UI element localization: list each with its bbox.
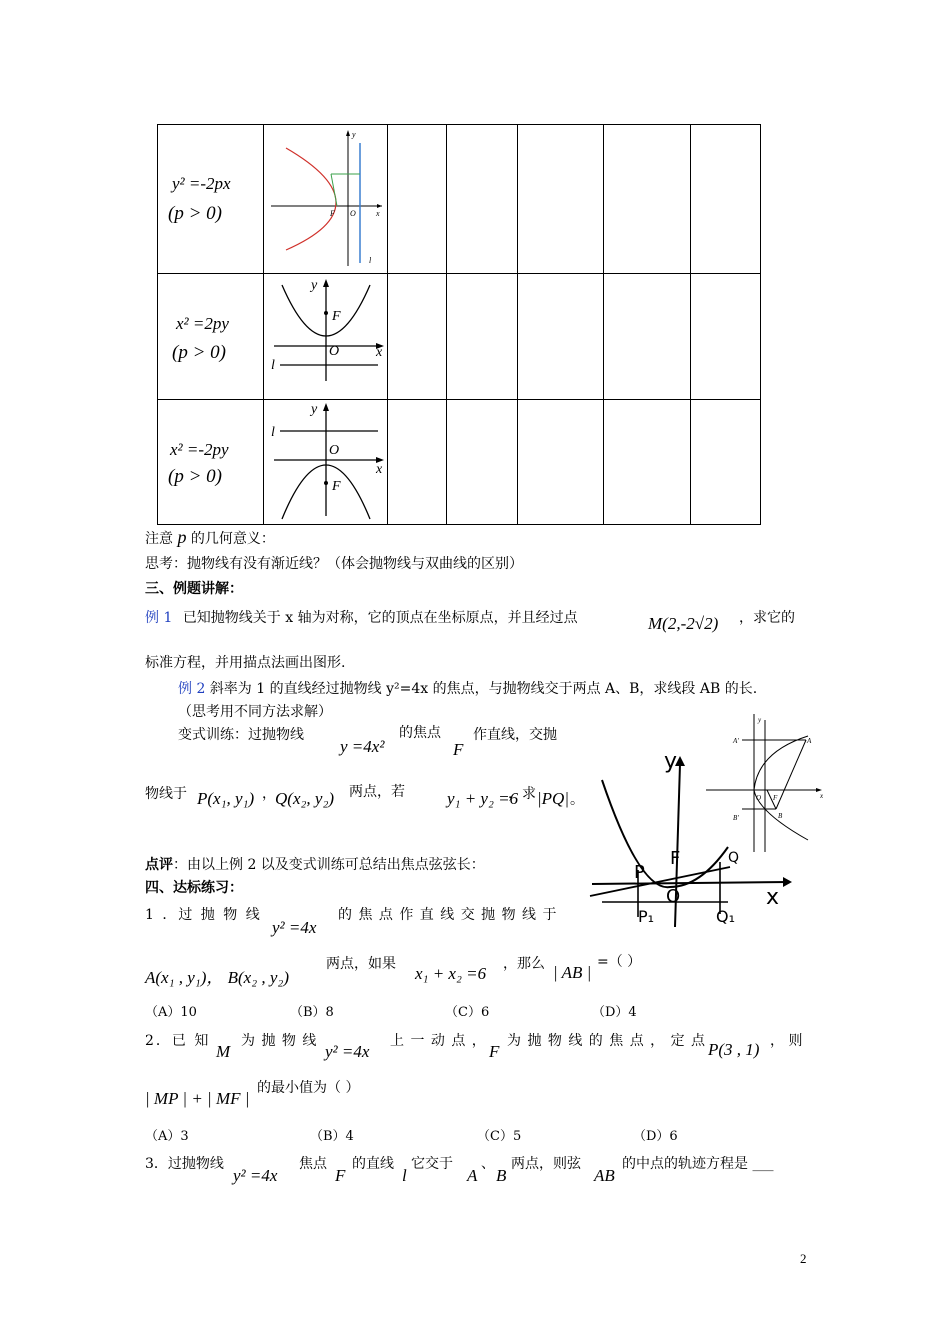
small-f-label: F	[773, 794, 778, 802]
small-a1-label: A'	[733, 737, 739, 745]
note-line	[145, 528, 275, 548]
q2-option-a: （A）3	[145, 1129, 189, 1144]
q3-f2: 的中点的轨迹方程是 ___	[622, 1156, 774, 1172]
q1-eq: y² =4x	[272, 918, 317, 937]
q3-a: 3．过抛物线	[145, 1156, 224, 1172]
fig1-f-label: F	[330, 209, 335, 218]
fig2-l-label: l	[271, 358, 275, 373]
q3-sep: 、	[481, 1156, 495, 1172]
q3-l: l	[402, 1166, 407, 1185]
parabola-down-figure	[266, 401, 386, 523]
q2-b: 为 抛 物 线	[241, 1033, 318, 1049]
q2-f: F	[489, 1042, 500, 1061]
example2-line	[178, 680, 757, 698]
variant-q: Q(x₂, y₂)	[275, 789, 335, 808]
table-col-line	[690, 124, 691, 525]
comment-label: 点评	[145, 857, 173, 873]
large-p-label: P	[634, 862, 645, 883]
think-line: 思考：抛物线有没有渐近线？（体会抛物线与双曲线的区别）	[145, 556, 523, 572]
fig2-f-label: F	[332, 309, 341, 324]
fig1-y-label: y	[352, 130, 356, 139]
large-y-label: y	[664, 749, 678, 774]
q3-b-point: B	[496, 1166, 507, 1185]
large-q-label: Q	[728, 850, 740, 866]
example1-line	[145, 609, 578, 627]
q2-eq: y² =4x	[325, 1042, 370, 1061]
q2-f2: 的最小值为（ ）	[257, 1080, 360, 1096]
example1-point: M(2,-2√2)	[648, 614, 719, 633]
q2-c: 上 一 动 点 ，	[390, 1033, 487, 1049]
q3-e: 两点，则弦	[511, 1156, 581, 1172]
variant-e: 两点，若	[349, 784, 405, 800]
q2-d: 为 抛 物 线 的 焦 点 ， 定 点	[507, 1033, 707, 1049]
page-number: 2	[800, 1251, 807, 1266]
condition-row2: (p > 0)	[172, 342, 226, 363]
parabola-up-figure	[266, 277, 386, 395]
large-f-label: F	[670, 848, 681, 869]
note-rest: 的几何意义：	[190, 531, 275, 547]
section4-title: 四、达标练习：	[145, 880, 243, 896]
fig2-o-label: O	[329, 344, 340, 359]
note-var: p	[177, 527, 187, 547]
table-col-line	[446, 124, 447, 525]
example2-text: 斜率为 1 的直线经过抛物线 y²=4x 的焦点，与抛物线交于两点 A、B，求线段 AB 的长.	[209, 681, 758, 697]
example1-tail: ，求它的	[739, 610, 795, 626]
table-col-line	[517, 124, 518, 525]
example2-label: 例 2	[178, 681, 206, 697]
condition-row3: (p > 0)	[168, 466, 222, 487]
q3-c: 的直线	[352, 1156, 394, 1172]
large-o-label: O	[666, 886, 681, 907]
variant-pq: |PQ|	[537, 789, 570, 808]
q3-d: 它交于	[411, 1156, 453, 1172]
q2-e: ， 则	[770, 1033, 803, 1049]
variant-eq: y =4x²	[340, 737, 385, 756]
q2-option-d: （D）6	[633, 1129, 678, 1144]
variant-comma: ，	[262, 786, 276, 802]
q1-d: ，那么	[503, 956, 545, 972]
equation-row2: x² =2py	[176, 314, 229, 333]
q1-e: =（ ）	[597, 954, 642, 970]
q2-a: 2．已 知	[145, 1033, 211, 1049]
table-col-line	[603, 124, 604, 525]
fig3-l-label: l	[271, 425, 275, 440]
table-row-line	[157, 399, 761, 400]
section3-title: 三、例题讲解：	[145, 581, 243, 597]
fig2-x-label: x	[376, 345, 383, 360]
variant-c: 作直线，交抛	[473, 727, 557, 743]
variant-b: 的焦点	[399, 725, 441, 741]
q2-m: M	[216, 1042, 231, 1061]
q1-option-d: （D）4	[592, 1005, 637, 1020]
variant-f: F	[453, 740, 464, 759]
large-p1-label: P₁	[638, 907, 655, 926]
fig3-o-label: O	[329, 443, 340, 458]
comment-text: ：由以上例 2 以及变式训练可总结出焦点弦弦长：	[173, 857, 485, 873]
q2-p: P(3 , 1)	[708, 1040, 760, 1059]
fig2-y-label: y	[311, 278, 318, 293]
q1-option-b: （B）8	[290, 1005, 334, 1020]
q1-points: A(x₁ , y₁)， B(x₂ , y₂)	[145, 968, 289, 987]
q3-b: 焦点	[299, 1156, 327, 1172]
note-label: 注意	[145, 531, 173, 547]
q3-a-point: A	[467, 1166, 478, 1185]
q1-sum: x₁ + x₂ =6	[415, 964, 487, 983]
fig3-y-label: y	[311, 402, 318, 417]
large-q1-label: Q₁	[716, 907, 736, 926]
example1-text: 已知抛物线关于 x 轴为对称，它的顶点在坐标原点，并且经过点	[182, 610, 578, 626]
example1-label: 例 1	[145, 610, 173, 626]
q1-a: 1 ．过 抛 物 线	[145, 907, 262, 923]
fig1-l-label: l	[369, 256, 372, 265]
example1-text2: 标准方程，并用描点法画出图形.	[145, 655, 346, 671]
q3-ab: AB	[594, 1166, 615, 1185]
equation-row3: x² =-2py	[170, 440, 229, 459]
variant-end: 。	[570, 792, 584, 808]
q1-option-a: （A）10	[145, 1005, 197, 1020]
small-a-label: A	[807, 737, 812, 745]
q2-expr: | MP | + | MF |	[145, 1089, 250, 1108]
large-x-label: x	[766, 885, 780, 910]
variant-a: 变式训练：过抛物线	[178, 727, 304, 743]
hand-drawn-parabola-figure	[580, 742, 800, 930]
small-y-label: y	[758, 716, 762, 724]
q1-c: 两点，如果	[326, 956, 396, 972]
fig1-o-label: O	[350, 209, 356, 218]
fig1-x-label: x	[376, 209, 380, 218]
variant-sum: y₁ + y₂ =6	[447, 789, 519, 808]
parabola-left-figure	[266, 128, 384, 270]
equation-row1: y² =-2px	[172, 174, 231, 193]
small-o-label: O	[756, 794, 762, 802]
variant-d: 物线于	[145, 786, 187, 802]
condition-row1: (p > 0)	[168, 203, 222, 224]
q2-option-c: （C）5	[477, 1129, 522, 1144]
q3-eq: y² =4x	[233, 1166, 278, 1185]
table-row-line	[157, 273, 761, 274]
q1-option-c: （C）6	[445, 1005, 490, 1020]
fig3-x-label: x	[376, 462, 383, 477]
table-frame	[157, 124, 761, 525]
q1-b: 的 焦 点 作 直 线 交 抛 物 线 于	[338, 907, 558, 923]
table-col-line	[387, 124, 388, 525]
fig3-f-label: F	[332, 479, 341, 494]
variant-f2: ，求	[508, 786, 536, 802]
small-b-label: B	[778, 812, 783, 820]
small-x-label: x	[820, 792, 824, 800]
q3-f: F	[335, 1166, 346, 1185]
variant-p: P(x₁, y₁)	[197, 789, 255, 808]
example2-hint: （思考用不同方法求解）	[178, 704, 332, 720]
q1-ab: | AB |	[553, 963, 592, 982]
small-b1-label: B'	[733, 814, 739, 822]
comment-line	[145, 856, 485, 874]
q2-option-b: （B）4	[310, 1129, 354, 1144]
table-col-line	[263, 124, 264, 525]
